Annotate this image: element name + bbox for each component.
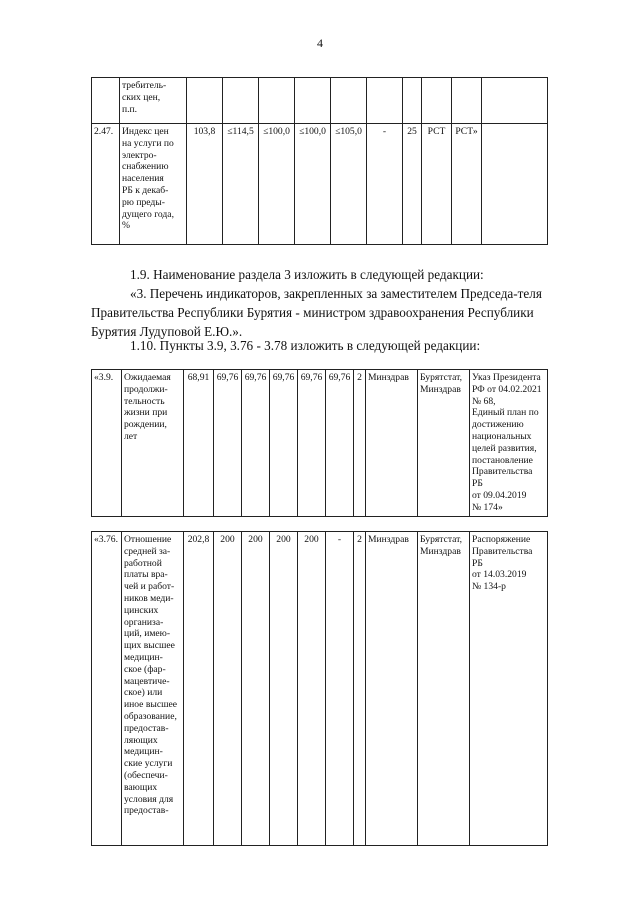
value-cell: ≤105,0 bbox=[331, 124, 367, 245]
value-cell: 69,76 bbox=[214, 370, 242, 517]
value-cell bbox=[187, 78, 223, 124]
source-cell: Бурятстат, Минздрав bbox=[418, 532, 470, 846]
value-cell bbox=[295, 78, 331, 124]
indicator-name-cell: Индекс цен на услуги по электро- снабжению населения РБ к декаб- рю преды- дущего года, % bbox=[120, 124, 187, 245]
value-cell: - bbox=[326, 532, 354, 846]
value-cell: ≤100,0 bbox=[259, 124, 295, 245]
table-row bbox=[92, 78, 548, 124]
value-cell bbox=[223, 78, 259, 124]
page-number: 4 bbox=[317, 36, 323, 50]
value-cell: 200 bbox=[242, 532, 270, 846]
value-cell: 69,76 bbox=[326, 370, 354, 517]
responsible-cell: Минздрав bbox=[366, 532, 418, 846]
value-cell: 69,76 bbox=[270, 370, 298, 517]
table-row bbox=[92, 370, 548, 517]
value-cell: 2 bbox=[354, 532, 366, 846]
value-cell: 68,91 bbox=[184, 370, 214, 517]
value-cell: 202,8 bbox=[184, 532, 214, 846]
paragraph-section-title: «3. Перечень индикаторов, закрепленных за заместителем Председа-теля Правительства Республики Бурятия - министром здравоохранения Республики Бурятия Лудуповой Е.Ю.». bbox=[91, 286, 542, 339]
value-cell bbox=[259, 78, 295, 124]
value-cell: РСТ» bbox=[452, 124, 482, 245]
value-cell bbox=[403, 78, 422, 124]
value-cell: 2 bbox=[354, 370, 366, 517]
document-cell: Распоряжение Правительства РБ от 14.03.2019 № 134-р bbox=[470, 532, 548, 846]
value-cell: 200 bbox=[270, 532, 298, 846]
paragraph-1-10: 1.10. Пункты 3.9, 3.76 - 3.78 изложить в следующей редакции: bbox=[130, 338, 481, 353]
value-cell: 200 bbox=[298, 532, 326, 846]
value-cell: 200 bbox=[214, 532, 242, 846]
empty-cell bbox=[482, 78, 548, 124]
value-cell bbox=[452, 78, 482, 124]
indicator-name-cell: Ожидаемая продолжи- тельность жизни при рождении, лет bbox=[122, 370, 184, 517]
responsible-cell: Минздрав bbox=[366, 370, 418, 517]
indicator-table-continuation bbox=[91, 77, 548, 245]
value-cell: 69,76 bbox=[242, 370, 270, 517]
indicator-table-3-9 bbox=[91, 369, 548, 517]
value-cell: - bbox=[367, 124, 403, 245]
value-cell bbox=[367, 78, 403, 124]
value-cell: 25 bbox=[403, 124, 422, 245]
row-number-cell: «3.9. bbox=[92, 370, 122, 517]
table-row bbox=[92, 532, 548, 846]
source-cell: Бурятстат, Минздрав bbox=[418, 370, 470, 517]
value-cell bbox=[331, 78, 367, 124]
value-cell: 69,76 bbox=[298, 370, 326, 517]
value-cell bbox=[422, 78, 452, 124]
value-cell: ≤100,0 bbox=[295, 124, 331, 245]
indicator-name-cell: требитель- ских цен, п.п. bbox=[120, 78, 187, 124]
empty-cell bbox=[482, 124, 548, 245]
value-cell: РСТ bbox=[422, 124, 452, 245]
indicator-name-cell: Отношение средней за- работной платы вра- чей и работ- ников меди- цинских организа- ций, имею- щих высшее медицин- ское (фар- мацевтиче- ское) или иное высшее образование, предостав- ляющих медицин- ские услуги (обеспечи- вающих условия для предостав- bbox=[122, 532, 184, 846]
paragraph-1-9: 1.9. Наименование раздела 3 изложить в следующей редакции: bbox=[130, 267, 484, 282]
row-number-cell bbox=[92, 78, 120, 124]
value-cell: 103,8 bbox=[187, 124, 223, 245]
row-number-cell: «3.76. bbox=[92, 532, 122, 846]
table-row bbox=[92, 124, 548, 245]
value-cell: ≤114,5 bbox=[223, 124, 259, 245]
indicator-table-3-76 bbox=[91, 531, 548, 846]
row-number-cell: 2.47. bbox=[92, 124, 120, 245]
document-cell: Указ Президента РФ от 04.02.2021 № 68, Единый план по достижению национальных целей развития, постановление Правительства РБ от 09.04.2019 № 174» bbox=[470, 370, 548, 517]
